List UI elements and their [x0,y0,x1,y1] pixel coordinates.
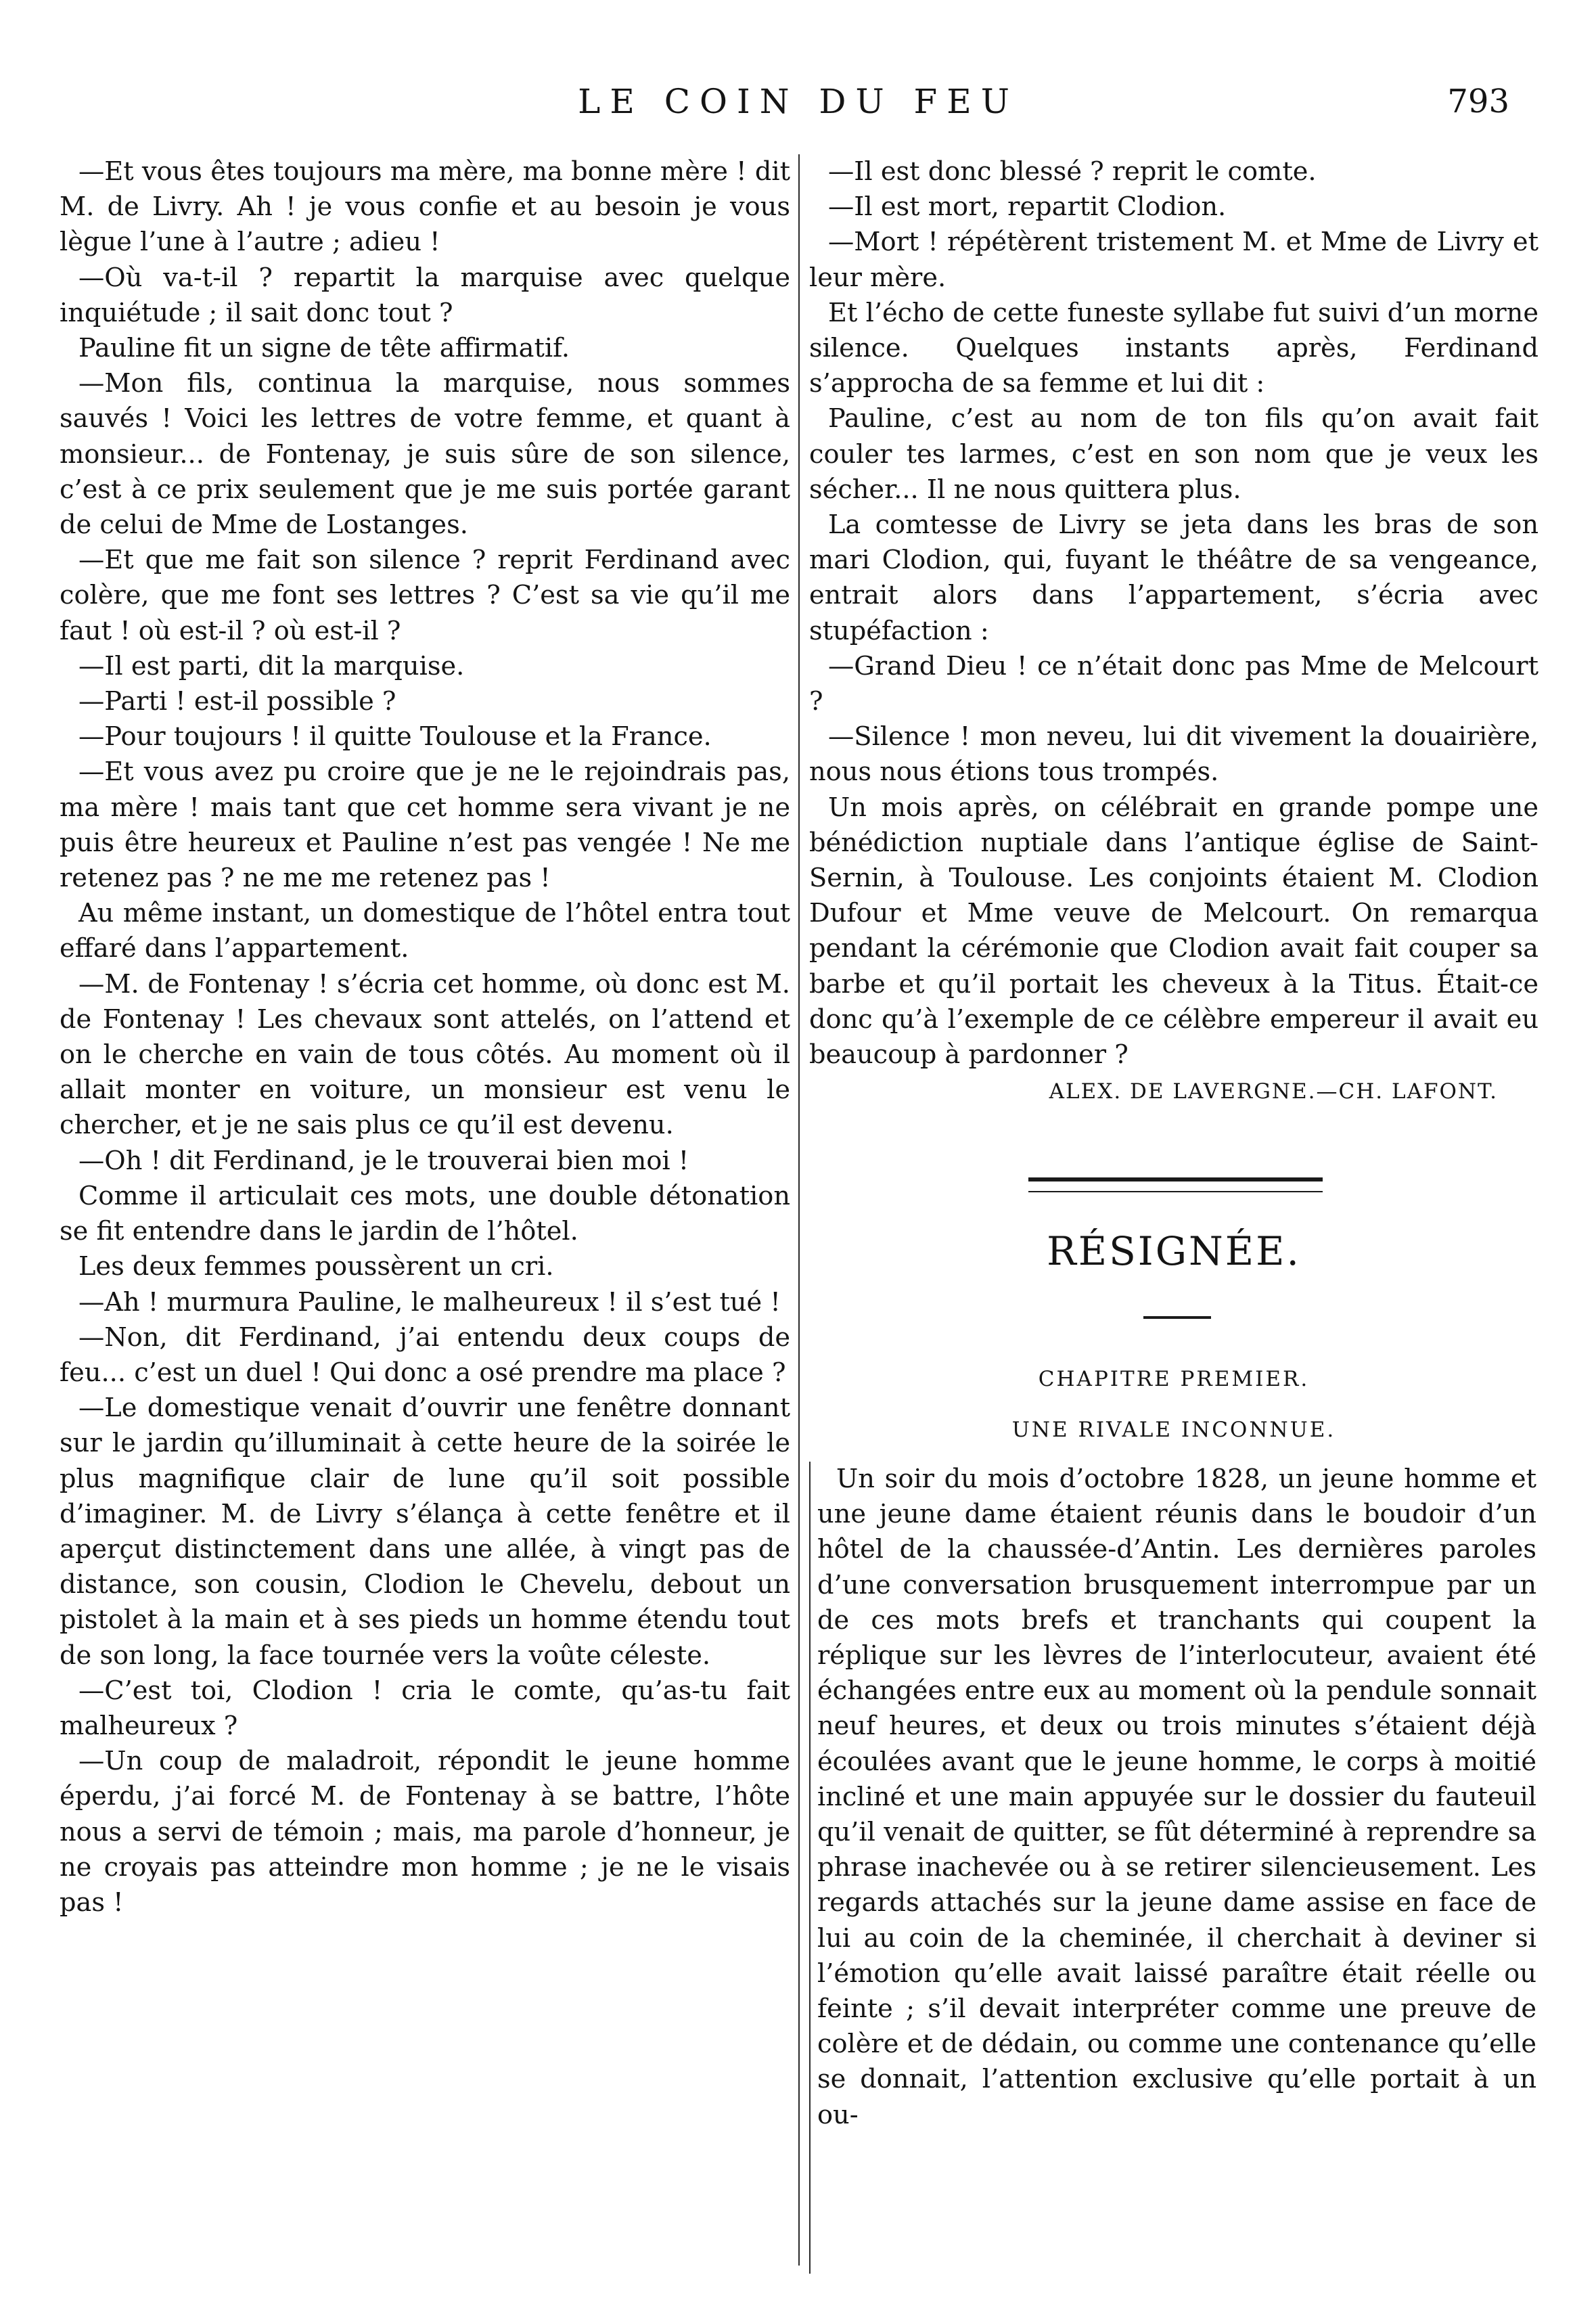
paragraph: —Ah ! murmura Pauline, le malheureux ! il s’est tué ! [78,1286,781,1318]
paragraph: Un soir du mois d’octobre 1828, un jeune homme et une jeune dame étaient réunis dans le boudoir d’un hôtel de la chaussée-d’Antin. Les dernières paroles d’une conversation brusquement interrompue par un de ces mots brefs et tranchants qui coupent la réplique sur les lèvres de l’interlocuteur, avaient été échangées entre eux au moment où la pendule sonnait neuf heures, et deux ou trois minutes s’étaient déjà écoulées avant que le jeune homme, le corps à moitié incliné et une main appuyée sur le dossier du fauteuil qu’il venait de quitter, se fût déterminé à reprendre sa phrase inachevée ou à se retirer silencieusement. Les regards attachés sur la jeune dame assise en face de lui au coin de la cheminée, il cherchait à deviner si l’émotion qu’elle avait laissé paraître était réelle ou feinte ; s’il devait interpréter comme une preuve de colère et de dédain, ou comme une contenance qu’elle se donnait, l’attention exclusive qu’elle portait à un ou- [817,1464,1536,2130]
paragraph: —Et vous êtes toujours ma mère, ma bonne mère ! dit M. de Livry. Ah ! je vous confie et au besoin je vous lègue l’une à l’autre ; adieu ! [60,156,790,258]
paragraph: —Où va-t-il ? repartit la marquise avec quelque inquiétude ; il sait donc tout ? [60,262,790,328]
paragraph: Au même instant, un domestique de l’hôtel entra tout effaré dans l’appartement. [60,898,790,964]
page-number: 793 [1447,83,1509,120]
paragraph: —C’est toi, Clodion ! cria le comte, qu’as-tu fait malheureux ? [60,1675,790,1741]
paragraph: —Un coup de maladroit, répondit le jeune homme éperdu, j’ai forcé M. de Fontenay à se battre, l’hôte nous a servi de témoin ; mais, ma parole d’honneur, je ne croyais pas atteindre mon homme ; je ne le visais pas ! [60,1746,790,1918]
paragraph: Les deux femmes poussèrent un cri. [78,1251,554,1282]
title-underline [1143,1316,1211,1319]
paragraph: —Parti ! est-il possible ? [78,686,396,717]
paragraph: Comme il articulait ces mots, une double détonation se fit entendre dans le jardin de l’hôtel. [60,1180,790,1247]
paragraph: —Pour toujours ! il quitte Toulouse et la France. [78,721,712,752]
page-header [0,74,1596,129]
paragraph: —Grand Dieu ! ce n’était donc pas Mme de Melcourt ? [809,650,1538,717]
paragraph: —Et que me fait son silence ? reprit Ferdinand avec colère, que me font ses lettres ? C’est sa vie qu’il me faut ! où est-il ? où est-il ? [60,545,790,646]
story-title: RÉSIGNÉE. [1047,1228,1301,1274]
right-column-bottom [817,1462,1536,2274]
paragraph: —Mon fils, continua la marquise, nous sommes sauvés ! Voici les lettres de votre femme, et quant à monsieur... de Fontenay, je suis sûre de son silence, c’est à ce prix seulement que je me suis portée garant de celui de Mme de Lostanges. [60,368,790,541]
paragraph: —Silence ! mon neveu, lui dit vivement la douairière, nous nous étions tous trompés. [809,721,1538,788]
paragraph: Pauline fit un signe de tête affirmatif. [78,333,570,364]
paragraph: —Il est mort, repartit Clodion. [828,192,1227,223]
chapter-subtitle: UNE RIVALE INCONNUE. [1011,1418,1336,1442]
left-column [60,154,790,2272]
paragraph: —Le domestique venait d’ouvrir une fenêtre donnant sur le jardin qu’illuminait à cette heure de la soirée le plus magnifique clair de lune qu’il soit possible d’imaginer. M. de Livry s’élança à cette fenêtre et il aperçut distinctement dans une allée, à vingt pas de distance, son cousin, Clodion le Chevelu, debout un pistolet à la main et à ses pieds un homme étendu tout de son long, la face tournée vers la voûte céleste. [60,1393,790,1671]
paragraph: La comtesse de Livry se jeta dans les bras de son mari Clodion, qui, fuyant le théâtre de sa vengeance, entrait alors dans l’appartement, s’écria avec stupéfaction : [809,510,1538,646]
paragraph: —Il est donc blessé ? reprit le comte. [828,156,1317,187]
paragraph: —Mort ! répétèrent tristement M. et Mme de Livry et leur mère. [809,227,1538,293]
chapter-heading: CHAPITRE PREMIER. [1038,1367,1310,1391]
paragraph: Un mois après, on célébrait en grande pompe une bénédiction nuptiale dans l’antique église de Saint-Sernin, à Toulouse. Les conjoints étaient M. Clodion Dufour et Mme veuve de Melcourt. On remarqua pendant la cérémonie que Clodion avait fait couper sa barbe et qu’il portait les cheveux à la Titus. Était-ce donc qu’à l’exemple de ce célèbre empereur il avait eu beaucoup à pardonner ? [809,792,1538,1071]
column-divider-lower [809,1462,811,2274]
running-title: LE COIN DU FEU [578,82,1019,121]
author-signature: ALEX. DE LAVERGNE.—CH. LAFONT. [1049,1079,1498,1104]
paragraph: —M. de Fontenay ! s’écria cet homme, où donc est M. de Fontenay ! Les chevaux sont attelés, on l’attend et on le cherche en vain de tous côtés. Au moment où il allait monter en voiture, un monsieur est venu le chercher, et je ne sais plus ce qu’il est devenu. [60,968,790,1141]
paragraph: —Il est parti, dit la marquise. [78,650,465,681]
paragraph: Pauline, c’est au nom de ton fils qu’on avait fait couler tes larmes, c’est en son nom que je veux les sécher... Il ne nous quittera plus. [809,403,1538,505]
paragraph: —Oh ! dit Ferdinand, je le trouverai bien moi ! [78,1145,689,1176]
right-column-top [809,154,1538,1075]
section-divider [1028,1177,1323,1192]
paragraph: Et l’écho de cette funeste syllabe fut suivi d’un morne silence. Quelques instants après, Ferdinand s’approcha de sa femme et lui dit : [809,297,1538,399]
paragraph: —Non, dit Ferdinand, j’ai entendu deux coups de feu... c’est un duel ! Qui donc a osé prendre ma place ? [60,1322,790,1388]
column-divider [798,154,800,2266]
paragraph: —Et vous avez pu croire que je ne le rejoindrais pas, ma mère ! mais tant que cet homme sera vivant je ne puis être heureux et Pauline n’est pas vengée ! Ne me retenez pas ? ne me me retenez pas ! [60,757,790,894]
